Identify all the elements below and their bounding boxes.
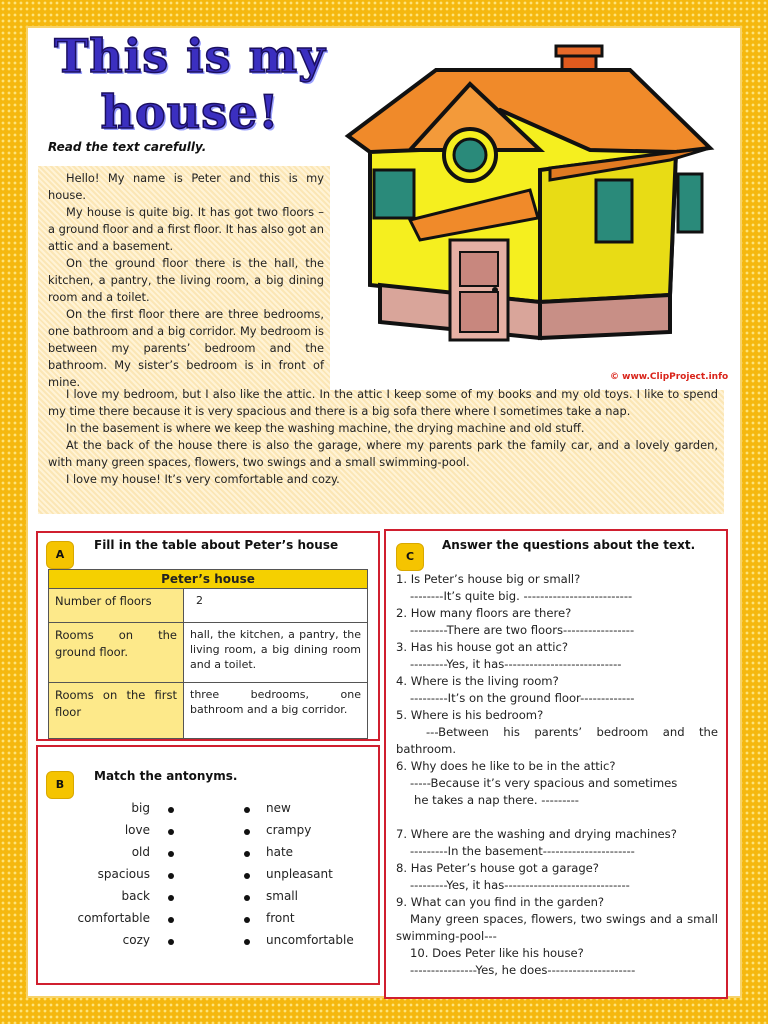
instruction-read-text: Read the text carefully.	[48, 140, 207, 154]
reading-text-block	[38, 166, 728, 516]
paragraph: Hello! My name is Peter and this is my house.	[48, 171, 324, 202]
match-dot-right[interactable]	[244, 917, 250, 923]
section-c-badge: C	[396, 543, 424, 571]
paragraph: I love my bedroom, but I also like the attic. In the attic I keep some of my books and my old toys. I like to spend my time there because it is very spacious and there is a big sofa there where I sometimes take a nap.	[48, 387, 718, 418]
answer-line[interactable]: he takes a nap there. ---------	[414, 793, 579, 807]
worksheet-title	[40, 28, 340, 140]
row-label: Number of floors	[49, 589, 184, 623]
paragraph: In the basement is where we keep the washing machine, the drying machine and old stuff.	[66, 421, 585, 435]
question-line: 8. Has Peter’s house got a garage?	[396, 861, 599, 875]
answer-line[interactable]: Many green spaces, flowers, two swings and a small swimming-pool---	[396, 912, 718, 943]
answer-line[interactable]: ---------There are two floors-----------------	[410, 623, 635, 637]
match-dot-left[interactable]	[168, 851, 174, 857]
section-b-antonyms-exercise	[36, 745, 380, 985]
section-a-heading: Fill in the table about Peter’s house	[94, 538, 339, 552]
spacer	[396, 809, 718, 826]
answer-line[interactable]: --------It’s quite big. --------------------------	[410, 589, 633, 603]
question-line: 1. Is Peter’s house big or small?	[396, 572, 581, 586]
answer-line[interactable]: ----------------Yes, he does---------------------	[410, 963, 636, 977]
image-credit: © www.ClipProject.info	[610, 372, 729, 382]
table-title: Peter’s house	[49, 570, 368, 589]
match-dot-left[interactable]	[168, 895, 174, 901]
match-dot-right[interactable]	[244, 807, 250, 813]
antonym-left-word: spacious	[97, 867, 150, 881]
answer-line[interactable]: ---------It’s on the ground floor-------------	[410, 691, 635, 705]
answer-line[interactable]: ---Between his parents’ bedroom and the bathroom.	[396, 725, 718, 756]
question-line: 5. Where is his bedroom?	[396, 708, 544, 722]
table-row	[49, 623, 368, 683]
antonym-left-word: old	[131, 845, 150, 859]
antonym-right-word: uncomfortable	[266, 933, 354, 947]
questions-and-answers	[396, 571, 718, 979]
antonym-right-word: crampy	[266, 823, 312, 837]
paragraph: My house is quite big. It has got two floors – a ground floor and a first floor. It has also got an attic and a basement.	[48, 205, 324, 253]
question-line: 2. How many floors are there?	[396, 606, 572, 620]
section-c-heading: Answer the questions about the text.	[442, 538, 696, 552]
reading-paragraphs-bottom	[48, 386, 718, 488]
question-line: 6. Why does he like to be in the attic?	[396, 759, 616, 773]
row-label: Rooms on the first floor	[49, 683, 184, 739]
row-answer[interactable]: 2	[184, 589, 368, 623]
match-dot-right[interactable]	[244, 895, 250, 901]
antonym-left-word: love	[124, 823, 150, 837]
row-answer[interactable]: hall, the kitchen, a pantry, the living room, a big dining room and a toilet.	[184, 623, 368, 683]
question-line: 9. What can you find in the garden?	[396, 895, 605, 909]
title-line-1: This is my	[54, 29, 326, 83]
question-line: 10. Does Peter like his house?	[410, 946, 584, 960]
row-answer[interactable]: three bedrooms, one bathroom and a big corridor.	[184, 683, 368, 739]
match-dot-left[interactable]	[168, 917, 174, 923]
match-dot-right[interactable]	[244, 873, 250, 879]
section-a-table-exercise	[36, 531, 380, 741]
match-dot-left[interactable]	[168, 807, 174, 813]
question-line: 4. Where is the living room?	[396, 674, 559, 688]
match-dot-right[interactable]	[244, 851, 250, 857]
section-a-badge: A	[46, 541, 74, 569]
antonym-left-word: back	[121, 889, 150, 903]
antonym-left-word: big	[131, 801, 150, 815]
answer-line[interactable]: ---------Yes, it has------------------------------	[410, 878, 630, 892]
section-b-heading: Match the antonyms.	[94, 769, 238, 783]
question-line: 3. Has his house got an attic?	[396, 640, 569, 654]
question-line: 7. Where are the washing and drying machines?	[396, 827, 677, 841]
table-row	[49, 589, 368, 623]
match-dot-right[interactable]	[244, 939, 250, 945]
match-dot-left[interactable]	[168, 939, 174, 945]
answer-line[interactable]: -----Because it’s very spacious and sometimes	[410, 776, 678, 790]
table-row	[49, 683, 368, 739]
paragraph: On the first floor there are three bedrooms, one bathroom and a big corridor. My bedroom is between my parents’ bedroom and the bathroom. My sister’s bedroom is in front of mine.	[48, 307, 324, 389]
peters-house-table	[48, 569, 368, 739]
match-dot-left[interactable]	[168, 829, 174, 835]
antonym-left-word: cozy	[122, 933, 150, 947]
antonym-right-word: unpleasant	[266, 867, 333, 881]
section-c-questions-exercise	[384, 529, 728, 999]
paragraph: On the ground floor there is the hall, the kitchen, a pantry, the living room, a big dining room and a toilet.	[48, 256, 324, 304]
match-dot-left[interactable]	[168, 873, 174, 879]
answer-line[interactable]: ---------In the basement----------------------	[410, 844, 635, 858]
paragraph: I love my house! It’s very comfortable and cozy.	[66, 472, 340, 486]
antonym-right-word: front	[266, 911, 295, 925]
section-b-badge: B	[46, 771, 74, 799]
title-line-2: house!	[100, 85, 280, 139]
reading-paragraphs-top	[48, 170, 324, 391]
antonym-right-word: hate	[266, 845, 294, 859]
paragraph: At the back of the house there is also the garage, where my parents park the family car, and a lovely garden, with many green spaces, flowers, two swings and a small swimming-pool.	[48, 438, 718, 469]
antonym-right-word: new	[266, 801, 291, 815]
row-label: Rooms on the ground floor.	[49, 623, 184, 683]
answer-line[interactable]: ---------Yes, it has----------------------------	[410, 657, 622, 671]
match-dot-right[interactable]	[244, 829, 250, 835]
antonym-right-word: small	[266, 889, 298, 903]
antonym-left-word: comfortable	[77, 911, 150, 925]
